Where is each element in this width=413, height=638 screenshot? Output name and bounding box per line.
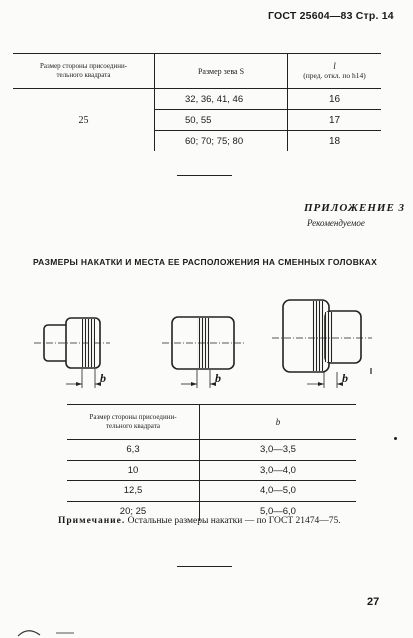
scan-artifact-marks xyxy=(0,618,120,638)
square-side-cell: 12,5 xyxy=(67,481,200,502)
footnote-text: Остальные размеры накатки — по ГОСТ 21474—75. xyxy=(127,516,341,526)
dimension-b-label-3: b xyxy=(342,371,348,385)
footnote-label: Примечание. xyxy=(58,516,126,526)
appendix-status: Рекомендуемое xyxy=(307,218,365,228)
footnote xyxy=(58,516,368,527)
open-end-size-table xyxy=(13,53,381,151)
socket-head-medium xyxy=(162,317,244,388)
square-side-cell: 20; 25 xyxy=(67,501,200,521)
col-header-b: b xyxy=(200,405,357,440)
document-header: ГОСТ 25604—83 Стр. 14 xyxy=(268,10,394,22)
appendix-label: ПРИЛОЖЕНИЕ 3 xyxy=(304,202,406,214)
socket-head-small xyxy=(34,318,110,388)
square-side-cell: 10 xyxy=(67,460,200,481)
col-header-jaw-size-text: Размер зева S xyxy=(197,66,245,76)
b-range-cell: 3,0—4,0 xyxy=(200,460,357,481)
dimension-b-label-1: b xyxy=(100,371,106,385)
b-range-cell: 4,0—5,0 xyxy=(200,481,357,502)
col-header-square-side-text: Размер стороны присоедини- тельного квадрата xyxy=(89,413,177,430)
jaw-sizes-cell: 60; 70; 75; 80 xyxy=(155,131,288,152)
col-header-length xyxy=(288,54,382,89)
length-cell: 17 xyxy=(288,110,382,131)
col-header-square-side-text: Размер стороны присоедини- тельного квадрата xyxy=(39,62,128,79)
jaw-sizes-cell: 32, 36, 41, 46 xyxy=(155,89,288,110)
square-side-cell: 6,3 xyxy=(67,440,200,461)
table-row xyxy=(67,481,356,502)
col-header-jaw-size xyxy=(155,54,288,89)
col-header-length-symbol: l xyxy=(333,61,336,71)
col-header-square-side xyxy=(13,54,155,89)
knurl-size-table xyxy=(67,404,356,521)
page-number: 27 xyxy=(367,596,380,608)
square-side-cell: 25 xyxy=(13,89,155,152)
appendix-title: РАЗМЕРЫ НАКАТКИ И МЕСТА ЕЕ РАСПОЛОЖЕНИЯ НА СМЕННЫХ ГОЛОВКАХ xyxy=(32,257,378,267)
length-cell: 18 xyxy=(328,135,341,147)
socket-heads-drawing xyxy=(0,290,413,395)
length-cell: 16 xyxy=(288,89,382,110)
socket-head-large xyxy=(272,300,372,388)
col-header-length-note: (пред. откл. по h14) xyxy=(303,71,366,80)
dimension-b-label-2: b xyxy=(215,371,221,385)
b-range-cell: 3,0—3,5 xyxy=(200,440,357,461)
col-header-square-side xyxy=(67,405,200,440)
section-divider xyxy=(177,175,232,176)
table-row xyxy=(67,440,356,461)
scan-dot xyxy=(394,437,397,440)
table-row xyxy=(13,89,381,110)
b-range-cell: 5,0—6,0 xyxy=(260,505,296,517)
table-row xyxy=(67,460,356,481)
jaw-sizes-cell: 50, 55 xyxy=(155,110,288,131)
end-divider xyxy=(177,566,232,567)
